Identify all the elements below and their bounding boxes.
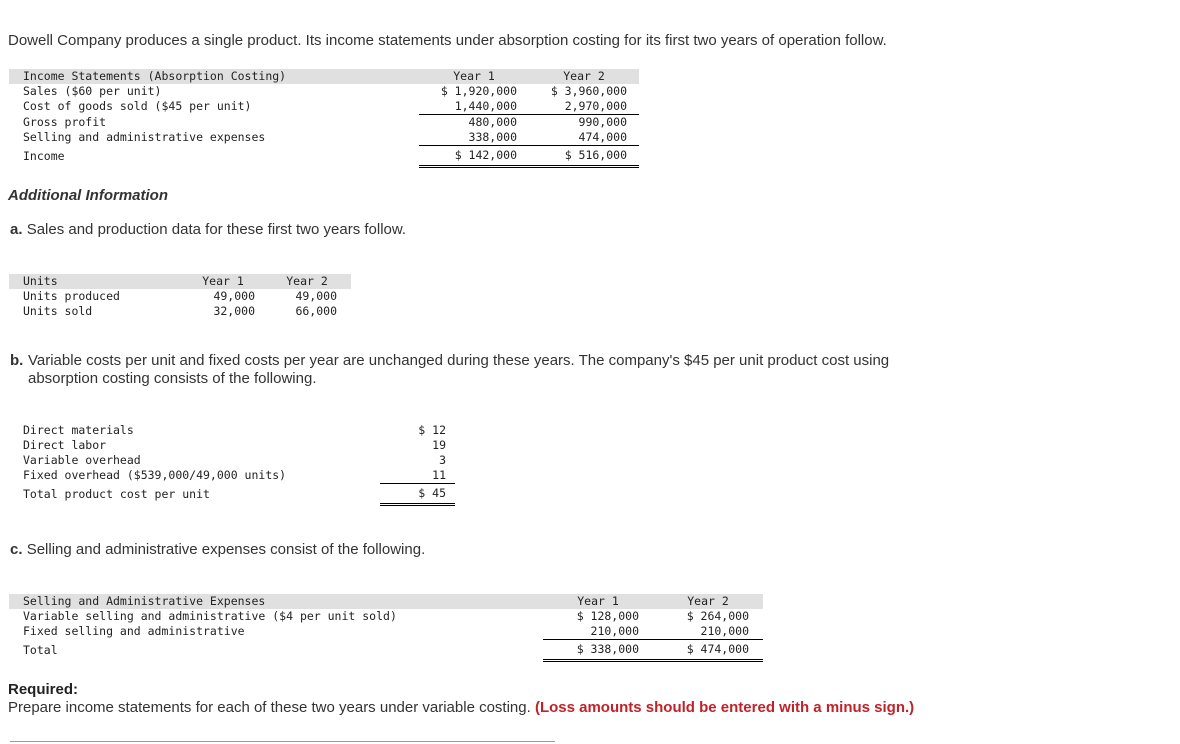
table-row: [9, 484, 455, 505]
table-row: [9, 304, 351, 319]
header-cell: Year 2: [263, 274, 351, 289]
cell-value: 1,440,000: [419, 99, 529, 115]
header-cell: Year 2: [653, 594, 763, 609]
product-cost-table: [9, 423, 455, 506]
table-row: [9, 640, 763, 661]
table-row: [9, 84, 639, 99]
cell-value: 990,000: [578, 115, 627, 129]
table-row: [9, 130, 639, 146]
row-label: Gross profit: [23, 114, 107, 129]
row-label: Income: [23, 148, 65, 163]
header-cell: Selling and Administrative Expenses: [9, 594, 543, 609]
cell-value: $ 3,960,000: [550, 84, 627, 98]
item-c-body: Selling and administrative expenses consist of the following.: [26, 541, 426, 558]
table-row: [9, 609, 763, 624]
cell-value: 210,000: [543, 624, 653, 640]
row-label: Units sold: [23, 304, 93, 318]
item-c-letter: c.: [10, 541, 23, 558]
table-row: [9, 624, 763, 640]
cell-value: 32,000: [213, 304, 255, 318]
intro-text: Dowell Company produces a single product. Its income statements under absorption costing for its first two years of operation follow.: [8, 32, 887, 49]
required-body: Prepare income statements for each of these two years under variable costing.: [8, 699, 531, 716]
table-row: [9, 146, 639, 167]
income-statement-table: [9, 69, 639, 168]
item-a-text: [10, 221, 406, 239]
cell-value: 19: [432, 438, 446, 452]
row-label: Fixed selling and administrative: [23, 624, 245, 639]
table-row: [9, 289, 351, 304]
header-cell: Units: [9, 274, 183, 289]
cell-value: $ 516,000: [529, 146, 639, 167]
item-a-letter: a.: [10, 221, 23, 238]
cell-value: $ 264,000: [686, 609, 749, 623]
row-label: Total product cost per unit: [23, 486, 210, 501]
cell-value: $ 1,920,000: [440, 84, 517, 98]
table-row: [9, 423, 455, 438]
row-label: Direct labor: [23, 438, 107, 452]
item-c-text: [10, 541, 425, 559]
row-label: Variable selling and administrative ($4 per unit sold): [23, 609, 397, 623]
units-table: [9, 274, 351, 319]
cell-value: 338,000: [419, 130, 529, 146]
table-row: [9, 438, 455, 453]
table-header-row: [9, 69, 639, 84]
header-cell: Year 1: [183, 274, 263, 289]
header-cell: Year 2: [529, 69, 639, 84]
cell-value: $ 12: [418, 423, 446, 437]
item-b-text: [10, 352, 950, 388]
header-cell: Income Statements (Absorption Costing): [9, 69, 419, 84]
cell-value: $ 474,000: [653, 640, 763, 661]
table-row: [9, 115, 639, 131]
cell-value: 210,000: [653, 624, 763, 640]
row-label: Cost of goods sold ($45 per unit): [23, 99, 252, 114]
item-a-body: Sales and production data for these first two years follow.: [26, 221, 407, 238]
cell-value: $ 142,000: [419, 146, 529, 167]
row-label: Selling and administrative expenses: [23, 130, 266, 145]
table-header-row: [9, 274, 351, 289]
row-label: Fixed overhead ($539,000/49,000 units): [23, 468, 287, 483]
cell-value: 474,000: [529, 130, 639, 146]
item-b-letter: b.: [10, 352, 24, 369]
cell-value: 2,970,000: [529, 99, 639, 115]
row-label: Variable overhead: [23, 453, 141, 467]
cell-value: 480,000: [468, 115, 517, 129]
cell-value: 66,000: [295, 304, 337, 318]
row-label: Direct materials: [23, 423, 134, 437]
cell-value: $ 128,000: [576, 609, 639, 623]
row-label: Units produced: [23, 289, 120, 303]
required-note: (Loss amounts should be entered with a minus sign.): [534, 699, 915, 716]
table-row: [9, 99, 639, 115]
cell-value: 11: [380, 468, 455, 484]
required-text: [8, 699, 914, 717]
item-b-body: Variable costs per unit and fixed costs per year are unchanged during these years. The company's $45 per unit product cost using absorption costing consists of the following.: [28, 352, 890, 387]
cell-value: 49,000: [213, 289, 255, 303]
required-label: Required:: [8, 681, 79, 698]
row-label: Total: [23, 642, 58, 657]
table-header-row: [9, 594, 763, 609]
cell-value: $ 45: [380, 484, 455, 505]
table-row: [9, 453, 455, 468]
cell-value: 49,000: [295, 289, 337, 303]
selling-admin-table: [9, 594, 763, 662]
cell-value: $ 338,000: [543, 640, 653, 661]
cell-value: 3: [439, 453, 446, 467]
row-label: Sales ($60 per unit): [23, 84, 162, 98]
additional-info-heading: Additional Information: [8, 187, 168, 204]
header-cell: Year 1: [419, 69, 529, 84]
divider: [10, 741, 555, 742]
table-row: [9, 468, 455, 484]
header-cell: Year 1: [543, 594, 653, 609]
